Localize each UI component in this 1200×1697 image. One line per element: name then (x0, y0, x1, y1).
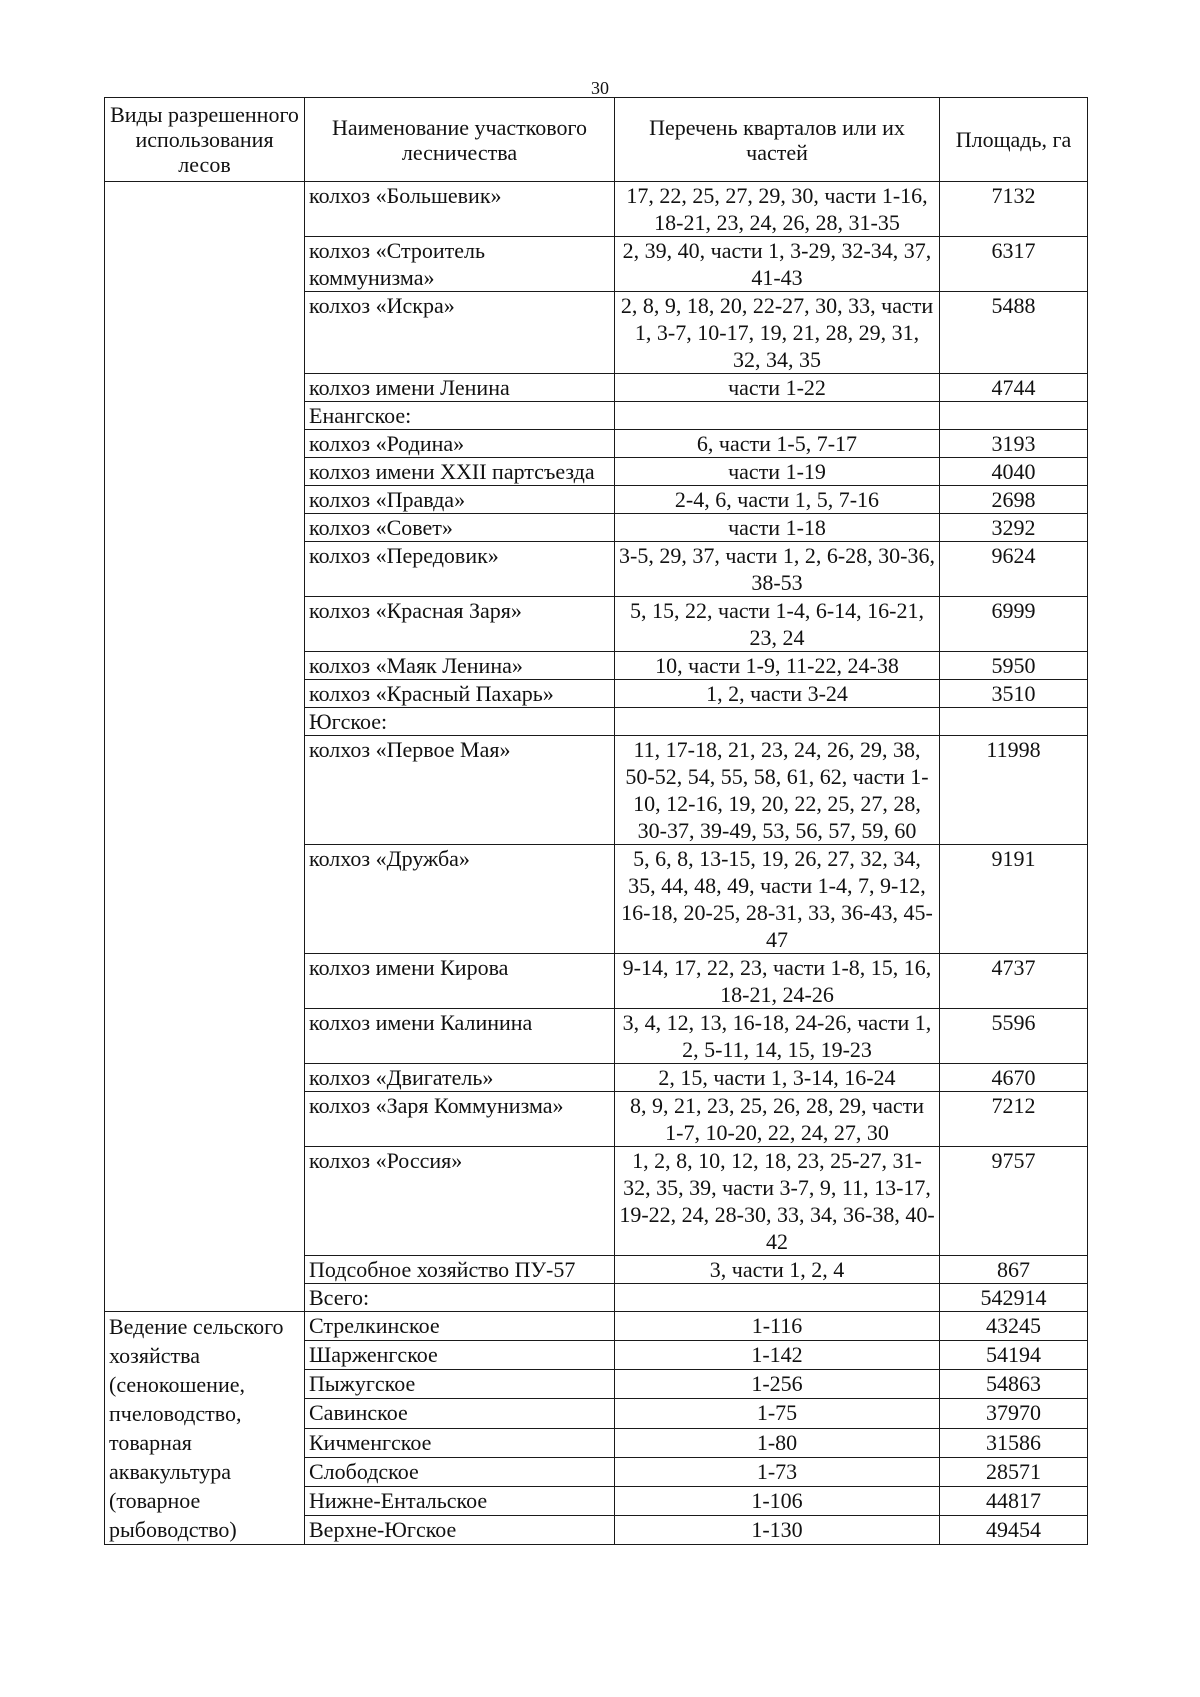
area-cell: 3193 (940, 430, 1088, 458)
area-cell: 6999 (940, 597, 1088, 652)
district-cell: колхоз «Красная Заря» (305, 597, 615, 652)
district-cell: колхоз «Правда» (305, 486, 615, 514)
district-cell: Всего: (305, 1284, 615, 1312)
table-body (105, 182, 1088, 1545)
quarters-cell: 17, 22, 25, 27, 29, 30, части 1-16, 18-21, 23, 24, 26, 28, 31-35 (615, 182, 940, 237)
area-cell: 31586 (940, 1428, 1088, 1457)
district-cell: колхоз «Совет» (305, 514, 615, 542)
area-cell: 11998 (940, 736, 1088, 845)
area-cell: 867 (940, 1256, 1088, 1284)
quarters-cell: 1-80 (615, 1428, 940, 1457)
quarters-cell: 1-75 (615, 1399, 940, 1428)
district-cell: Шарженгское (305, 1341, 615, 1370)
district-cell: колхоз «Маяк Ленина» (305, 652, 615, 680)
quarters-cell: 2-4, 6, части 1, 5, 7-16 (615, 486, 940, 514)
district-cell: колхоз «Двигатель» (305, 1064, 615, 1092)
district-cell: колхоз «Красный Пахарь» (305, 680, 615, 708)
header-area: Площадь, га (940, 98, 1088, 182)
area-cell: 37970 (940, 1399, 1088, 1428)
quarters-cell: части 1-18 (615, 514, 940, 542)
area-cell: 4737 (940, 954, 1088, 1009)
district-cell: колхоз имени Ленина (305, 374, 615, 402)
district-cell: колхоз «Родина» (305, 430, 615, 458)
area-cell: 6317 (940, 237, 1088, 292)
quarters-cell (615, 402, 940, 430)
area-cell (940, 708, 1088, 736)
quarters-cell: части 1-19 (615, 458, 940, 486)
area-cell: 7132 (940, 182, 1088, 237)
table-row (105, 1312, 1088, 1341)
area-cell: 9624 (940, 542, 1088, 597)
area-cell: 54863 (940, 1370, 1088, 1399)
quarters-cell: 1, 2, 8, 10, 12, 18, 23, 25-27, 31-32, 35, 39, части 3-7, 9, 11, 13-17, 19-22, 24, 28-30, 33, 34, 36-38, 40-42 (615, 1147, 940, 1256)
quarters-cell: 1-106 (615, 1486, 940, 1515)
area-cell: 54194 (940, 1341, 1088, 1370)
quarters-cell: 8, 9, 21, 23, 25, 26, 28, 29, части 1-7, 10-20, 22, 24, 27, 30 (615, 1092, 940, 1147)
area-cell: 7212 (940, 1092, 1088, 1147)
use-type-cell: Ведение сельского хозяйства (сенокошение, пчеловодство, товарная аквакультура (товарное рыбоводство) (105, 1312, 305, 1545)
quarters-cell: 2, 15, части 1, 3-14, 16-24 (615, 1064, 940, 1092)
district-cell: колхоз «Заря Коммунизма» (305, 1092, 615, 1147)
district-cell: колхоз «Передовик» (305, 542, 615, 597)
area-cell: 3292 (940, 514, 1088, 542)
quarters-cell: 3, части 1, 2, 4 (615, 1256, 940, 1284)
district-cell: колхоз «Искра» (305, 292, 615, 374)
quarters-cell: части 1-22 (615, 374, 940, 402)
district-cell: Слободское (305, 1457, 615, 1486)
district-cell: колхоз «Строитель коммунизма» (305, 237, 615, 292)
quarters-cell: 1-142 (615, 1341, 940, 1370)
quarters-cell: 1-130 (615, 1515, 940, 1544)
area-cell: 44817 (940, 1486, 1088, 1515)
district-cell: Подсобное хозяйство ПУ-57 (305, 1256, 615, 1284)
area-cell: 3510 (940, 680, 1088, 708)
district-cell: Стрелкинское (305, 1312, 615, 1341)
quarters-cell: 3, 4, 12, 13, 16-18, 24-26, части 1, 2, 5-11, 14, 15, 19-23 (615, 1009, 940, 1064)
forest-use-table (104, 97, 1088, 1545)
area-cell: 2698 (940, 486, 1088, 514)
district-cell: Пыжугское (305, 1370, 615, 1399)
area-cell: 5950 (940, 652, 1088, 680)
table-row (105, 182, 1088, 237)
quarters-cell: 1-116 (615, 1312, 940, 1341)
district-cell: Енангское: (305, 402, 615, 430)
area-cell: 28571 (940, 1457, 1088, 1486)
header-district: Наименование участкового лесничества (305, 98, 615, 182)
area-cell: 9191 (940, 845, 1088, 954)
area-cell: 5488 (940, 292, 1088, 374)
district-cell: Нижне-Ентальское (305, 1486, 615, 1515)
district-cell: Югское: (305, 708, 615, 736)
area-cell: 4040 (940, 458, 1088, 486)
quarters-cell: 11, 17-18, 21, 23, 24, 26, 29, 38, 50-52, 54, 55, 58, 61, 62, части 1-10, 12-16, 19, 20, 22, 25, 27, 28, 30-37, 39-49, 53, 56, 57, 59, 60 (615, 736, 940, 845)
district-cell: колхоз «Первое Мая» (305, 736, 615, 845)
district-cell: колхоз «Большевик» (305, 182, 615, 237)
quarters-cell (615, 1284, 940, 1312)
quarters-cell: 2, 8, 9, 18, 20, 22-27, 30, 33, части 1, 3-7, 10-17, 19, 21, 28, 29, 31, 32, 34, 35 (615, 292, 940, 374)
quarters-cell (615, 708, 940, 736)
area-cell: 5596 (940, 1009, 1088, 1064)
page-number: 30 (591, 78, 609, 98)
district-cell: Савинское (305, 1399, 615, 1428)
quarters-cell: 1-256 (615, 1370, 940, 1399)
area-cell: 43245 (940, 1312, 1088, 1341)
district-cell: колхоз имени XXII партсъезда (305, 458, 615, 486)
quarters-cell: 2, 39, 40, части 1, 3-29, 32-34, 37, 41-43 (615, 237, 940, 292)
district-cell: Кичменгское (305, 1428, 615, 1457)
quarters-cell: 5, 6, 8, 13-15, 19, 26, 27, 32, 34, 35, 44, 48, 49, части 1-4, 7, 9-12, 16-18, 20-25, 28-31, 33, 36-43, 45-47 (615, 845, 940, 954)
district-cell: колхоз имени Калинина (305, 1009, 615, 1064)
district-cell: колхоз «Дружба» (305, 845, 615, 954)
district-cell: Верхне-Югское (305, 1515, 615, 1544)
area-cell (940, 402, 1088, 430)
quarters-cell: 6, части 1-5, 7-17 (615, 430, 940, 458)
quarters-cell: 1, 2, части 3-24 (615, 680, 940, 708)
quarters-cell: 5, 15, 22, части 1-4, 6-14, 16-21, 23, 24 (615, 597, 940, 652)
table-header-row (105, 98, 1088, 182)
header-quarters: Перечень кварталов или их частей (615, 98, 940, 182)
area-cell: 49454 (940, 1515, 1088, 1544)
quarters-cell: 1-73 (615, 1457, 940, 1486)
area-cell: 542914 (940, 1284, 1088, 1312)
area-cell: 4744 (940, 374, 1088, 402)
area-cell: 4670 (940, 1064, 1088, 1092)
header-use-type: Виды разрешенного использования лесов (105, 98, 305, 182)
district-cell: колхоз имени Кирова (305, 954, 615, 1009)
district-cell: колхоз «Россия» (305, 1147, 615, 1256)
use-type-cell (105, 182, 305, 1312)
quarters-cell: 10, части 1-9, 11-22, 24-38 (615, 652, 940, 680)
quarters-cell: 3-5, 29, 37, части 1, 2, 6-28, 30-36, 38-53 (615, 542, 940, 597)
quarters-cell: 9-14, 17, 22, 23, части 1-8, 15, 16, 18-21, 24-26 (615, 954, 940, 1009)
area-cell: 9757 (940, 1147, 1088, 1256)
